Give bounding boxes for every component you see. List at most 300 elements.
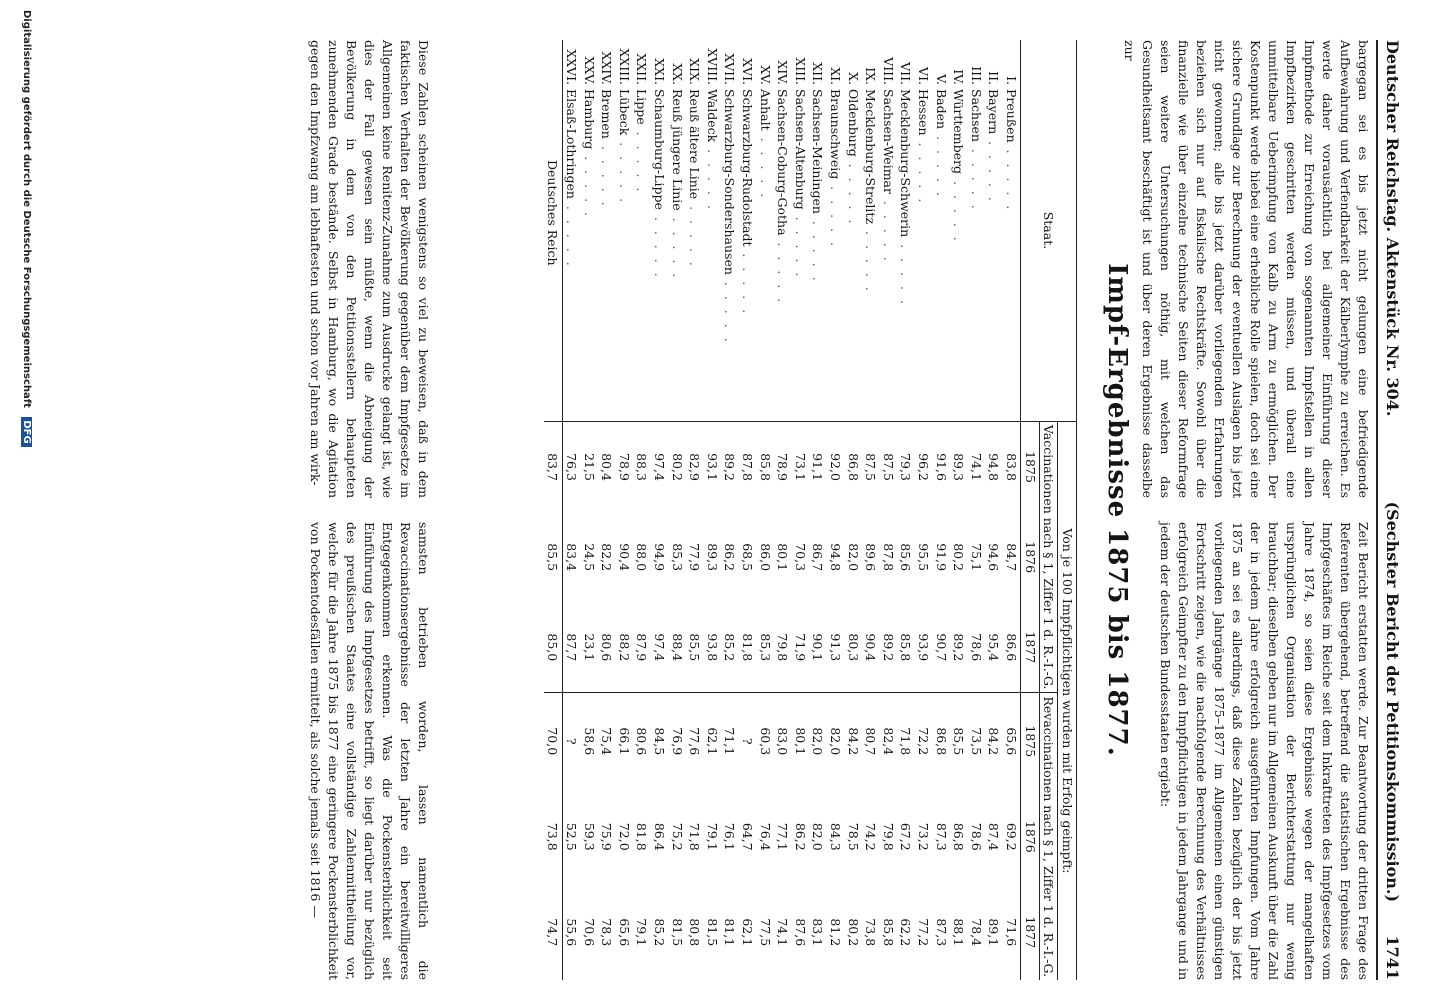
value-cell: 62,1 [704, 693, 722, 789]
state-name: Oldenburg [845, 89, 861, 157]
value-cell: 69,2 [1003, 822, 1019, 851]
state-cell [915, 40, 933, 421]
value-cell: 76,4 [757, 822, 773, 851]
state-cell [967, 40, 985, 421]
state-number: VIII. [880, 57, 896, 85]
state-number: XIII. [792, 57, 808, 85]
value-cell: 85,5 [950, 693, 968, 789]
total-row [544, 40, 562, 980]
value-cell: 77,6 [686, 693, 704, 789]
value-cell: 84,2 [844, 693, 862, 789]
state-cell [598, 40, 616, 421]
state-cell [721, 40, 739, 421]
leader-dots: . . . . . [880, 193, 896, 264]
value-cell: 74,1 [775, 918, 791, 947]
value-cell: 80,2 [668, 421, 686, 512]
value-cell: 64,7 [740, 822, 756, 851]
value-cell: 79,1 [634, 918, 650, 947]
state-cell [774, 40, 792, 421]
page-number: 1741 [1383, 935, 1402, 980]
state-cell [756, 40, 774, 421]
state-number: XXIII. [616, 48, 632, 85]
value-cell: 86,8 [844, 421, 862, 512]
state-name: Braunschweig [827, 89, 843, 180]
value-cell: 91,1 [809, 421, 827, 512]
value-cell: 78,9 [774, 421, 792, 512]
leader-dots: . . . . . [898, 237, 914, 307]
value-cell: 62,1 [740, 918, 756, 947]
value-cell: 82,9 [686, 421, 704, 512]
value-cell: 86,8 [951, 822, 967, 851]
value-cell: 78,5 [845, 822, 861, 851]
value-cell: 75,2 [669, 822, 685, 851]
state-name: Schwarzburg-Rudolstadt [740, 89, 756, 247]
state-cell [1003, 40, 1021, 421]
state-number: VII. [898, 62, 914, 85]
value-cell: 79,3 [897, 421, 915, 512]
group-header: Von je 100 Impfpflichtigen wurden mit Erfolg geimpft: [1058, 421, 1077, 980]
value-cell: 79,8 [880, 822, 896, 851]
value-cell: 85,3 [669, 543, 685, 572]
value-cell: 23,1 [581, 633, 597, 662]
state-name: Bremen [599, 89, 615, 139]
state-number: XV. [757, 65, 773, 85]
table-row [897, 40, 915, 980]
value-cell: 90,1 [810, 633, 826, 662]
value-cell: 65,6 [616, 918, 632, 947]
value-cell: 84,5 [651, 693, 669, 789]
state-cell [932, 40, 950, 421]
value-cell: ? [562, 693, 580, 789]
value-cell: 87,6 [792, 918, 808, 947]
value-cell: 88,4 [669, 633, 685, 662]
value-cell: 87,7 [564, 633, 580, 662]
state-name: Württemberg [951, 89, 967, 175]
total-value: 70,0 [544, 693, 562, 789]
value-cell: 80,4 [598, 421, 616, 512]
table-row [879, 40, 897, 980]
state-cell [897, 40, 915, 421]
intro-left-paragraph: bargegan sei es bis jetzt nicht gelungen eine befriedigende Aufbewahrung und Verfendbarkeit der Kälberlymphe zu erreichen. Es werde daher vorausächtlich bei allgemeiner Einführung dieser Impfmethode zur Erreichung von sogenannten Impfstellen in allen Impfbezirken geschritten werden müssen, und überall eine unmittelbare Ueberimpfung von Kalb zu Arm zu ermöglichen. Der Kostenpunkt werde hiebei eine erhebliche Rolle spielen, doch sei eine sichere Grundlage zur Berechnung der eventuellen Auslagen bis jetzt nicht gewonnen; alle bis jetzt darüber vorliegenden Erfahrungen beziehen sich nur auf fiskalische Rechtskräfte. Sowohl über die finanzielle wie über einzelne technische Seiten dieser Reformfrage seien weitere Untersuchungen nöthig, mit welchen das Gesundheitsamt beschäftigt ist und über deren Ergebnisse dasselbe zur [1122, 40, 1371, 498]
value-cell: 73,1 [792, 421, 810, 512]
vaccination-results-table [544, 40, 1077, 980]
value-cell: 67,2 [898, 822, 914, 851]
value-cell: 85,2 [652, 918, 668, 947]
total-value: 85,0 [545, 633, 561, 662]
value-cell: 91,6 [932, 421, 950, 512]
value-cell: 80,3 [845, 633, 861, 662]
value-cell: 65,6 [1003, 693, 1021, 789]
state-name: Baden [933, 89, 949, 130]
value-cell: 78,9 [616, 421, 634, 512]
value-cell: 85,8 [756, 421, 774, 512]
state-name: Sachsen-Meiningen [810, 89, 826, 214]
state-number: V. [933, 74, 949, 85]
table-row [774, 40, 792, 980]
table-row [721, 40, 739, 980]
value-cell: 86,7 [810, 543, 826, 572]
value-cell: 81,5 [669, 918, 685, 947]
value-cell: 87,3 [933, 822, 949, 851]
state-number: IX. [863, 67, 879, 85]
table-row [950, 40, 968, 980]
total-value: 85,5 [545, 543, 561, 572]
state-number: XXI. [652, 58, 668, 85]
state-cell [792, 40, 810, 421]
table-row [651, 40, 669, 980]
leader-dots: . . . . . [669, 210, 685, 281]
value-cell: 95,5 [915, 543, 931, 572]
table-row [809, 40, 827, 980]
dfg-logo: DFG [21, 417, 32, 446]
state-name: Reuß ältere Linie [687, 89, 703, 200]
value-cell: 52,5 [564, 822, 580, 851]
state-number: XXII. [634, 53, 650, 85]
value-cell: 88,1 [951, 918, 967, 947]
value-cell: 70,3 [792, 543, 808, 572]
value-cell: 76,9 [668, 693, 686, 789]
running-header [1376, 40, 1404, 980]
state-number: VI. [915, 67, 931, 85]
value-cell: 86,6 [1003, 633, 1019, 662]
state-cell [686, 40, 704, 421]
value-cell: 87,9 [634, 633, 650, 662]
state-number: XXV. [581, 56, 597, 85]
value-cell: 74,2 [863, 822, 879, 851]
value-cell: 76,1 [722, 822, 738, 851]
value-cell: 87,8 [739, 421, 757, 512]
state-name: Waldeck [704, 89, 720, 143]
value-cell: 21,5 [580, 421, 598, 512]
header-right [1383, 502, 1402, 980]
state-name: Reuß jüngere Linie [669, 89, 685, 211]
value-cell: 89,6 [863, 543, 879, 572]
intro-left-column [1118, 40, 1372, 498]
value-cell: 87,8 [880, 543, 896, 572]
state-name: Hessen [915, 89, 931, 136]
value-cell: 87,5 [862, 421, 880, 512]
value-cell: 66,1 [616, 693, 634, 789]
state-number: XVI. [740, 58, 756, 85]
value-cell: 90,4 [616, 543, 632, 572]
value-cell: 81,2 [827, 918, 843, 947]
leader-dots: . . . . . [810, 213, 826, 284]
state-cell [844, 40, 862, 421]
table-row [633, 40, 651, 980]
state-number: XI. [827, 67, 843, 85]
state-name: Lübeck [616, 89, 632, 136]
state-number: IV. [951, 69, 967, 85]
value-cell: 89,3 [704, 543, 720, 572]
year-header: 1875 [1021, 693, 1040, 789]
value-cell: 72,2 [915, 693, 933, 789]
leader-dots: . . . . . [1003, 142, 1019, 213]
state-name: Hamburg [581, 89, 597, 150]
value-cell: 91,9 [933, 543, 949, 572]
value-cell: 68,5 [740, 543, 756, 572]
value-cell: 83,4 [564, 543, 580, 572]
value-cell: 79,8 [775, 633, 791, 662]
value-cell: 78,3 [599, 918, 615, 947]
state-name: Bayern [986, 89, 1002, 135]
value-cell: 85,8 [880, 918, 896, 947]
table-row [739, 40, 757, 980]
value-cell: 74,1 [967, 421, 985, 512]
state-cell [739, 40, 757, 421]
leader-dots: . . . . . [687, 199, 703, 269]
leader-dots: . . . . . [634, 124, 650, 195]
vaccination-header: Vaccinationen nach § 1, Ziffer 1 d. R.-I.-G. [1039, 421, 1058, 693]
leader-dots: . . . . . [827, 179, 843, 250]
year-header: 1876 [1022, 541, 1038, 574]
state-number: XVII. [722, 53, 738, 85]
state-number: XXVI. [564, 49, 580, 85]
state-number: XVIII. [704, 48, 720, 85]
value-cell: 73,2 [915, 822, 931, 851]
value-cell: 80,6 [633, 693, 651, 789]
year-header: 1875 [1021, 421, 1040, 512]
state-cell [580, 40, 598, 421]
value-cell: 78,6 [968, 633, 984, 662]
value-cell: 87,3 [933, 918, 949, 947]
leader-dots: . . . . . [652, 209, 668, 280]
leader-dots: . . . . . [616, 135, 632, 206]
intro-right-column [1154, 522, 1372, 980]
state-name: Sachsen-Weimar [880, 89, 896, 194]
value-cell: 71,1 [721, 693, 739, 789]
value-cell: 84,3 [827, 822, 843, 851]
state-cell [704, 40, 722, 421]
state-cell [827, 40, 845, 421]
state-cell [809, 40, 827, 421]
table-body [562, 40, 1020, 980]
table-row [792, 40, 810, 980]
value-cell: 89,2 [951, 633, 967, 662]
value-cell: 90,7 [933, 633, 949, 662]
total-value: 73,8 [545, 822, 561, 851]
state-name: Mecklenburg-Strelitz [863, 89, 879, 225]
table-row [616, 40, 634, 980]
value-cell: 85,8 [898, 633, 914, 662]
value-cell: 76,3 [562, 421, 580, 512]
value-cell: 58,6 [580, 693, 598, 789]
value-cell: 59,3 [581, 822, 597, 851]
year-header: 1877 [1022, 631, 1038, 664]
value-cell: 77,9 [687, 543, 703, 572]
value-cell: 82,0 [827, 693, 845, 789]
value-cell: ? [739, 693, 757, 789]
value-cell: 85,6 [898, 543, 914, 572]
state-number: X. [845, 72, 861, 85]
header-left: Deutscher Reichstag. Aktenstück Nr. 304. [1383, 40, 1402, 417]
value-cell: 80,2 [951, 543, 967, 572]
value-cell: 24,5 [581, 543, 597, 572]
value-cell: 81,1 [722, 918, 738, 947]
value-cell: 85,3 [757, 633, 773, 662]
table-row [562, 40, 580, 980]
value-cell: 97,4 [651, 421, 669, 512]
leader-dots: . . . . . [757, 130, 773, 201]
leader-dots: . . . . . [599, 138, 615, 209]
footer-left-column [304, 40, 432, 498]
table-row [967, 40, 985, 980]
year-header: 1877 [1022, 916, 1038, 949]
table-row [704, 40, 722, 980]
table-row [668, 40, 686, 980]
state-number: XII. [810, 62, 826, 85]
leader-dots: . . . . . [722, 274, 738, 345]
state-cell [862, 40, 880, 421]
value-cell: 77,1 [775, 822, 791, 851]
table-row [827, 40, 845, 980]
value-cell: 77,5 [757, 918, 773, 947]
state-number: XIX. [687, 58, 703, 85]
value-cell: 88,3 [633, 421, 651, 512]
value-cell: 60,3 [756, 693, 774, 789]
table-row [1003, 40, 1021, 980]
state-name: Sachsen [968, 89, 984, 142]
value-cell: 87,4 [986, 822, 1002, 851]
footer-right-column [304, 522, 432, 980]
value-cell: 86,8 [932, 693, 950, 789]
value-cell: 94,9 [652, 543, 668, 572]
value-cell: 93,8 [704, 633, 720, 662]
state-name: Mecklenburg-Schwerin [898, 89, 914, 238]
total-label: Deutsches Reich [545, 160, 561, 266]
value-cell: 80,8 [687, 918, 703, 947]
state-name: Lippe [634, 89, 650, 125]
value-cell: 89,1 [986, 918, 1002, 947]
state-cell [950, 40, 968, 421]
table-row [844, 40, 862, 980]
value-cell: 80,2 [845, 918, 861, 947]
value-cell: 94,6 [986, 543, 1002, 572]
value-cell: 88,0 [634, 543, 650, 572]
leader-dots: . . . . . [564, 198, 580, 269]
state-number: II. [986, 71, 1002, 85]
state-cell [985, 40, 1003, 421]
leader-dots: . . . . . [581, 149, 597, 219]
value-cell: 94,8 [985, 421, 1003, 512]
value-cell: 88,2 [616, 633, 632, 662]
value-cell: 82,0 [810, 822, 826, 851]
value-cell: 82,2 [599, 543, 615, 572]
value-cell: 81,5 [704, 918, 720, 947]
value-cell: 82,0 [809, 693, 827, 789]
value-cell: 80,7 [862, 693, 880, 789]
value-cell: 97,4 [652, 633, 668, 662]
value-cell: 95,4 [986, 633, 1002, 662]
header-section: (Sechster Bericht der Petitionskommission.) [1383, 501, 1402, 903]
value-cell: 86,4 [652, 822, 668, 851]
value-cell: 80,6 [599, 633, 615, 662]
state-name: Schaumburg-Lippe [652, 89, 668, 210]
value-cell: 83,1 [810, 918, 826, 947]
table-row [915, 40, 933, 980]
state-cell [633, 40, 651, 421]
table-row [862, 40, 880, 980]
value-cell: 81,8 [634, 822, 650, 851]
state-cell [616, 40, 634, 421]
leader-dots: . . . . . [740, 246, 756, 317]
state-number: I. [1003, 76, 1019, 85]
value-cell: 89,2 [880, 633, 896, 662]
value-cell: 86,0 [757, 543, 773, 572]
state-name: Schwarzburg-Sondershausen [722, 89, 738, 275]
value-cell: 91,3 [827, 633, 843, 662]
state-name: Sachsen-Coburg-Gotha [775, 89, 791, 236]
value-cell: 82,0 [845, 543, 861, 572]
value-cell: 90,4 [863, 633, 879, 662]
total-value: 83,7 [544, 421, 562, 512]
leader-dots: . . . . . [792, 209, 808, 280]
state-number: III. [968, 66, 984, 85]
value-cell: 86,2 [722, 543, 738, 572]
leader-dots: . . . . . [968, 141, 984, 212]
value-cell: 78,6 [968, 822, 984, 851]
total-value: 74,7 [545, 918, 561, 947]
revaccination-header: Revaccinationen nach § 1, Ziffer 1 d. R.-I.-G. [1039, 693, 1058, 980]
leader-dots: . . . . . [915, 135, 931, 206]
value-cell: 73,5 [967, 693, 985, 789]
table-title: Impf-Ergebnisse 1875 bis 1877. [1102, 263, 1132, 757]
leader-dots: . . . . . [986, 134, 1002, 204]
value-cell: 62,2 [898, 918, 914, 947]
value-cell: 84,7 [1003, 543, 1019, 572]
value-cell: 85,2 [722, 633, 738, 662]
leader-dots: . . . . . [933, 129, 949, 199]
table-row [686, 40, 704, 980]
value-cell: 87,5 [879, 421, 897, 512]
value-cell: 83,8 [1003, 421, 1021, 512]
state-number: XIV. [775, 60, 791, 85]
value-cell: 71,9 [792, 633, 808, 662]
value-cell: 78,4 [968, 918, 984, 947]
intro-right-paragraph: Zeit Bericht erstatten werde. Zur Beantwortung der dritten Frage des Referenten übergehend, betreffend die statistischen Ergebnisse des Impfgeschäftes im Reiche seit dem Inkrafttreten des Impfgesetzes vom Jahre 1874, so seien diese Ergebnisse wegen der mangelhaften ursprünglichen Organisation der Berichterstattung nur wenig brauchbar; dieselben geben nur im Allgemeinen Auskunft über die Zahl der in jedem Jahre erfolgreich ausgeführten Impfungen. Vom Jahre 1875 an sei es allerdings, daß diese Zahlen bezüglich der bis jetzt vorliegenden Jahrgänge 1875–1877 im Allgemeinen einen günstigen Fortschritt zeigen, wie die nachfolgende Berechnung des Verhältnisses erfolgreich Geimpfter zu den Impfpflichtigen in jedem Jahrgange und in jedem der deutschen Bundesstaaten ergiebt: [1158, 522, 1371, 980]
value-cell: 75,1 [968, 543, 984, 572]
digitization-note [21, 10, 32, 447]
value-cell: 75,4 [598, 693, 616, 789]
state-header: Staat. [1021, 40, 1077, 421]
state-cell [562, 40, 580, 421]
footer-left-paragraph: Diese Zahlen scheinen wenigstens so viel zu beweisen, daß in dem faktischen Verhalten der Bevölkerung gegenüber dem Impfgesetze im Allgemeinen keine Renitenz-Zunahme zum Ausdrucke gelangt ist, wie dies der Fall gewesen sein müßte, wenn die Abneigung der Bevölkerung in dem von den Petitionsstellern behaupteten zunehmenden Grade bestände. Selbst in Hamburg, wo die Agitation gegen den Impfzwang am lebhaftesten und schon vor Jahren am wirk- [308, 40, 431, 498]
state-number: XX. [669, 63, 685, 85]
state-name: Elsaß-Lothringen [564, 89, 580, 199]
state-cell [651, 40, 669, 421]
value-cell: 73,8 [863, 918, 879, 947]
value-cell: 93,9 [915, 633, 931, 662]
year-header: 1876 [1022, 820, 1038, 853]
value-cell: 55,6 [564, 918, 580, 947]
value-cell: 79,1 [704, 822, 720, 851]
value-cell: 77,2 [915, 918, 931, 947]
value-cell: 86,2 [792, 822, 808, 851]
state-name: Preußen [1003, 89, 1019, 143]
leader-dots: . . . . . [775, 235, 791, 306]
value-cell: 94,8 [827, 543, 843, 572]
value-cell: 71,8 [687, 822, 703, 851]
value-cell: 96,2 [915, 421, 933, 512]
value-cell: 93,1 [704, 421, 722, 512]
leader-dots: . . . . . [863, 224, 879, 294]
table-row [580, 40, 598, 980]
leader-dots: . . . . . [951, 174, 967, 244]
state-name: Anhalt [757, 89, 773, 131]
digitization-text: Digitalisierung gefördert durch die Deutsche Forschungsgemeinschaft [21, 10, 32, 408]
leader-dots: . . . . . [704, 142, 720, 212]
value-cell: 75,9 [599, 822, 615, 851]
value-cell: 82,4 [879, 693, 897, 789]
